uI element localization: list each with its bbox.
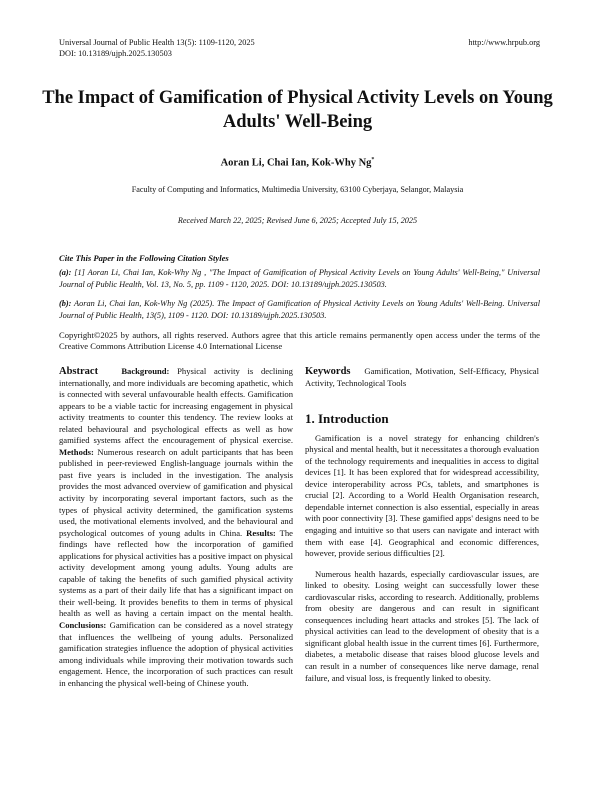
journal-reference: Universal Journal of Public Health 13(5): 1109-1120, 2025 — [59, 38, 255, 47]
introduction-paragraph-2: Numerous health hazards, especially cardiovascular issues, are linked to obesity. Losing weight can successfully lower these cardiovascular risks, according to research. Additionally, problems from obesity are dangerous and can result in significant consequences including heart attacks and strokes [5]. The lack of physical activities can lead to the development of obesity that is a significant global health issue in the current times [6]. Furthermore, diabetes, a metabolic disease that raises blood glucose levels and can result in a number of consequences like nerve damage, renal failure, and visual loss, is frequently linked to obesity. — [305, 568, 539, 683]
background-text: Physical activity is declining internationally, and more individuals are becoming apathetic, which is connected with several unfavourable health effects. Gamification appears to be a viable tactic for increasing engagement in physical activity treatments to counter this tendency. The review looks at related behavioural and psychological effects as well as how gamified systems affect the encouragement of physical exercise. — [59, 366, 293, 446]
affiliation: Faculty of Computing and Informatics, Multimedia University, 63100 Cyberjaya, Selangor, Malaysia — [131, 185, 464, 194]
background-label: Background: — [121, 366, 170, 376]
received-dates: Received March 22, 2025; Revised June 6, 2025; Accepted July 15, 2025 — [177, 216, 418, 225]
citation-style-b — [59, 298, 540, 321]
introduction-heading: 1. Introduction — [305, 411, 389, 427]
abstract-column — [59, 366, 293, 689]
citation-heading: Cite This Paper in the Following Citation Styles — [59, 253, 229, 263]
introduction-paragraph-1: Gamification is a novel strategy for enhancing children's physical and mental health, but it necessitates a thorough evaluation of the technology requirements and inequalities in access to digital devices [1]. It has been explored that for widespread accessibility, device interoperability across PCs, tablets, and smartphones is crucial [2]. According to a World Health Organisation research, dependable internet connection is also essential, especially in areas with poor connectivity [3]. These gamified apps' designs need to be engaging and intuitive so that users can navigate and interact with them with ease [4]. Geographical and economic differences, however, provide serious difficulties [2]. — [305, 432, 539, 559]
citation-b-text: Aoran Li, Chai Ian, Kok-Why Ng (2025). The Impact of Gamification of Physical Activity Levels on Young Adults' Well-Being. Universal Journal of Public Health, 13(5), 1109 - 1120. DOI: 10.13189/ujph.2025.130503. — [59, 299, 540, 320]
keywords-block — [305, 366, 539, 389]
copyright-notice: Copyright©2025 by authors, all rights reserved. Authors agree that this article remains permanently open access under the terms of the Creative Commons Attribution License 4.0 International License — [59, 330, 540, 352]
methods-text: Numerous research on adult participants that has been published in peer-reviewed English-language journals within the past five years is included in the investigation. The analysis provides the most advanced overview of gamification and physical activity by incorporating several important factors, such as the types of physical activity determined, the gamification systems used, the motivational elements involved, and the behavioural and psychological outcomes of young adults in China. — [59, 446, 293, 538]
citation-a-text: [1] Aoran Li, Chai Ian, Kok-Why Ng , "The Impact of Gamification of Physical Activity Levels on Young Adults' Well-Being," Universal Journal of Public Health, Vol. 13, No. 5, pp. 1109 - 1120, 2025. DOI: 10.13189/ujph.2025.130503. — [59, 268, 540, 289]
journal-url[interactable]: http://www.hrpub.org — [468, 38, 540, 47]
running-header — [59, 37, 540, 59]
corresponding-mark: * — [371, 157, 375, 163]
abstract-label: Abstract — [59, 366, 99, 377]
citation-a-label: (a): — [59, 268, 72, 277]
keywords-text: Gamification, Motivation, Self-Efficacy, Physical Activity, Technological Tools — [305, 366, 539, 388]
keywords-label: Keywords — [305, 366, 351, 377]
methods-label: Methods: — [59, 446, 94, 457]
author-list — [0, 157, 595, 169]
results-text: The findings have reflected how the incorporation of gamified applications for physical activities has a positive impact on physical activity development among young adults. Young adults are capable of taking the benefits of such gamified physical activity systems as a part of their daily life that has a significant impact on their well-being. It provides benefits to them in terms of physical health as well as having a certain impact on the mental health. — [59, 527, 293, 619]
citation-style-a — [59, 267, 540, 290]
paper-title: The Impact of Gamification of Physical Activity Levels on Young Adults' Well-Being — [42, 88, 553, 132]
results-label: Results: — [246, 527, 276, 538]
right-column — [305, 366, 539, 693]
conclusions-label: Conclusions: — [59, 620, 107, 631]
conclusions-text: Gamification can be considered as a novel strategy that influences the wellbeing of young adults. Personalized gamification strategies influence the adoption of physical activities among individuals while improving their motivation towards such engagement. Hence, the incorporation of such practices can result in enhancing the physical well-being of Chinese youth. — [59, 620, 293, 688]
doi: DOI: 10.13189/ujph.2025.130503 — [59, 49, 172, 58]
authors-text: Aoran Li, Chai Ian, Kok-Why Ng — [220, 157, 372, 169]
citation-b-label: (b): — [59, 299, 72, 308]
